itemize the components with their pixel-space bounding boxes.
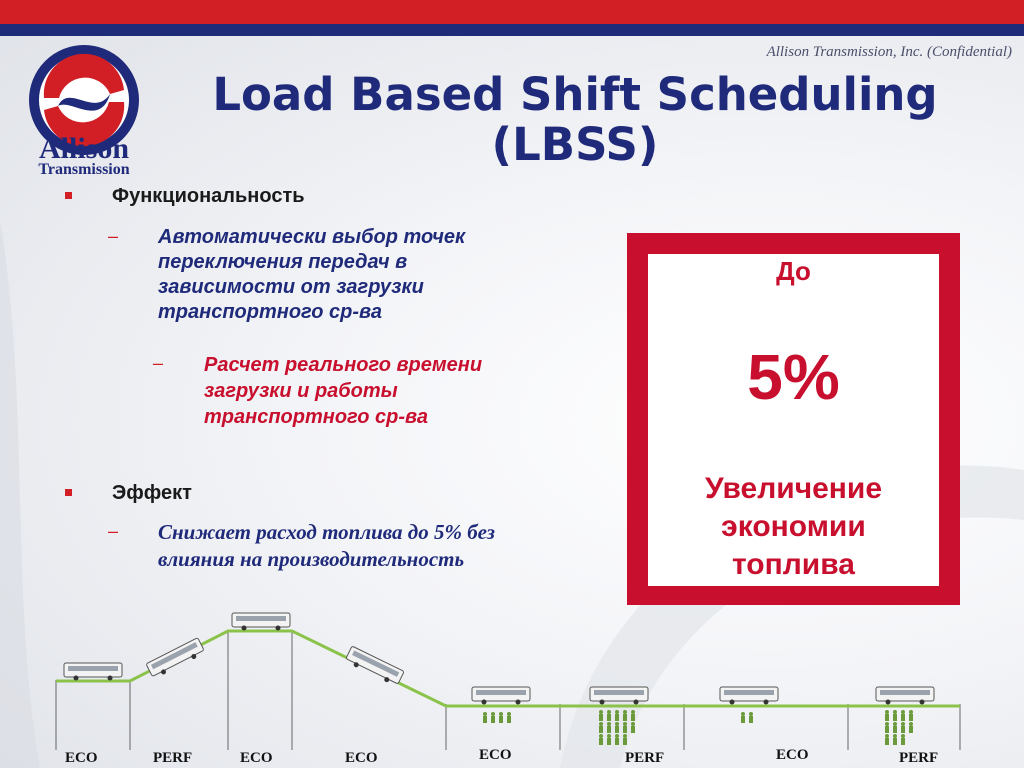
text-line: экономии <box>721 510 866 543</box>
text-line: переключения передач в <box>158 251 408 273</box>
bullet-marker <box>65 192 72 199</box>
text-line: Снижает расход топлива до 5% без <box>158 520 495 544</box>
mode-label: ECO <box>240 750 273 766</box>
text-line: транспортного ср-ва <box>158 301 382 323</box>
dash-marker: – <box>108 521 119 541</box>
logo-name: Allison <box>38 132 130 165</box>
text-line: загрузки и работы <box>204 380 398 402</box>
title-line-2: (LBSS) <box>491 118 659 171</box>
callout-value: 5% <box>747 341 840 413</box>
dash-marker: – <box>108 226 119 246</box>
sub-bullet-auto-shift <box>158 225 465 325</box>
mode-label: ECO <box>776 747 809 763</box>
logo-subname: Transmission <box>38 161 130 178</box>
mode-label: ECO <box>65 750 98 766</box>
confidential-note: Allison Transmission, Inc. (Confidential) <box>766 44 1012 60</box>
bullet-functionality: Функциональность <box>112 185 305 207</box>
callout-prefix: До <box>776 256 811 286</box>
slide-title <box>150 70 1000 170</box>
callout-box <box>648 254 939 586</box>
sub-bullet-fuel <box>158 519 495 573</box>
text-line: топлива <box>732 548 855 581</box>
road-profile-illustration <box>0 600 1024 768</box>
text-line: Расчет реального времени <box>204 354 483 376</box>
dash-marker: – <box>153 353 164 373</box>
text-line: Увеличение <box>704 472 883 505</box>
bullet-effect: Эффект <box>112 482 192 504</box>
text-line: транспортного ср-ва <box>204 406 428 428</box>
mode-label: PERF <box>899 750 939 766</box>
allison-logo <box>14 38 158 178</box>
mode-label: ECO <box>345 750 378 766</box>
mode-label: ECO <box>479 747 512 763</box>
bullet-marker <box>65 489 72 496</box>
mode-label: PERF <box>625 750 665 766</box>
mode-label: PERF <box>153 750 193 766</box>
title-line-1: Load Based Shift Scheduling <box>212 68 938 121</box>
text-line: Автоматически выбор точек <box>158 226 466 248</box>
text-line: влияния на производительность <box>158 547 465 571</box>
text-line: зависимости от загрузки <box>158 276 424 298</box>
callout-description <box>648 470 939 584</box>
sub-sub-bullet-realtime <box>204 352 482 430</box>
